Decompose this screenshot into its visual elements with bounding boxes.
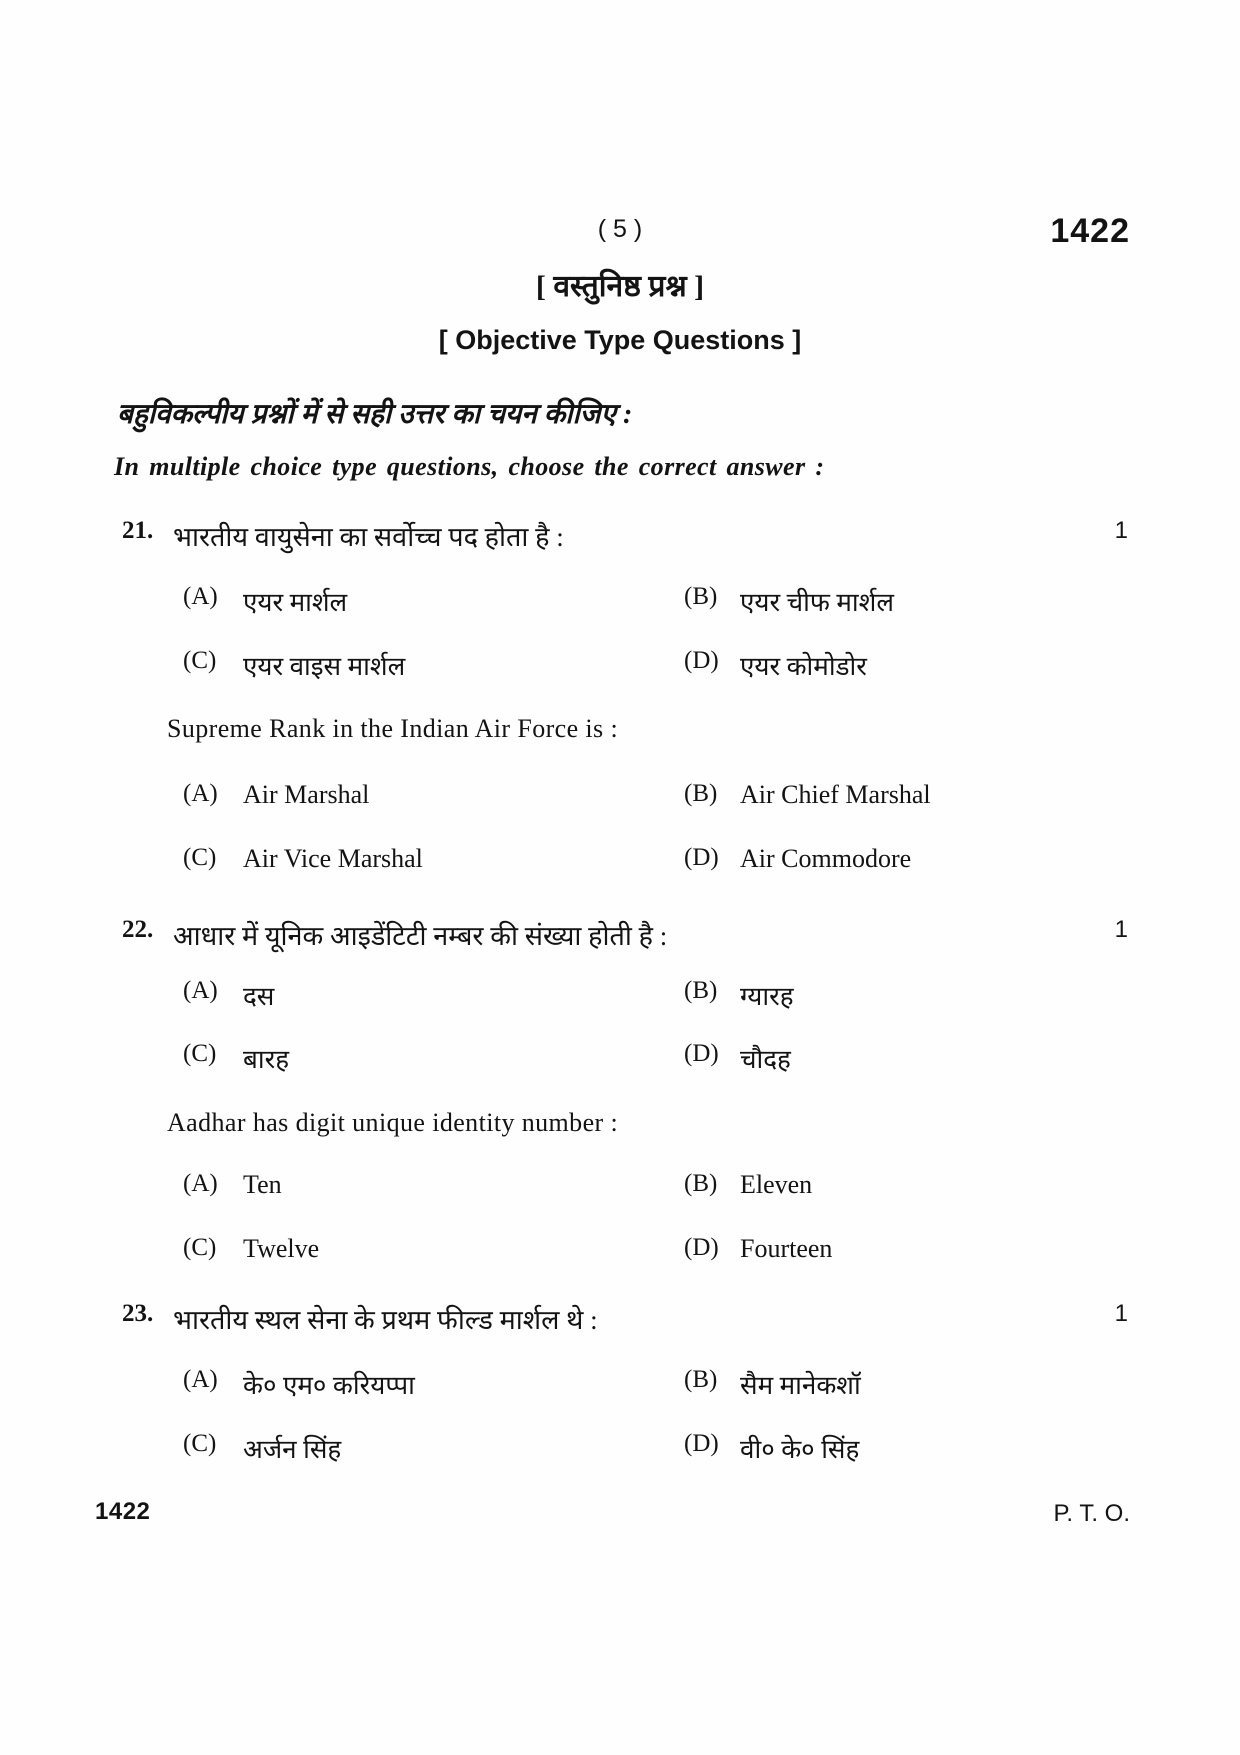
option-label: (C) — [183, 1430, 217, 1457]
option-text: चौदह — [740, 1045, 791, 1074]
option-text: Air Marshal — [243, 780, 370, 809]
question-21-options-hindi-cd — [0, 647, 1240, 689]
option-label: (C) — [183, 1234, 217, 1261]
option-label: (A) — [183, 780, 218, 807]
question-marks: 1 — [1114, 1300, 1128, 1327]
question-22-options-hindi-ab — [0, 977, 1240, 1019]
option-text: सैम मानेकशॉ — [740, 1371, 861, 1400]
option-text: Fourteen — [740, 1234, 833, 1263]
question-22-row — [0, 916, 1240, 958]
question-number: 21. — [122, 517, 154, 544]
option-text: एयर मार्शल — [243, 588, 348, 617]
question-text-hindi: भारतीय वायुसेना का सर्वोच्च पद होता है : — [173, 522, 564, 552]
option-label: (B) — [684, 780, 718, 807]
option-label: (B) — [684, 977, 718, 1004]
option-text: वी० के० सिंह — [740, 1435, 860, 1464]
question-text-english: Aadhar has digit unique identity number : — [167, 1108, 619, 1137]
option-label: (D) — [684, 1234, 719, 1261]
question-number: 23. — [122, 1300, 154, 1327]
option-text: बारह — [243, 1045, 290, 1074]
question-23-options-hindi-ab — [0, 1366, 1240, 1408]
option-text: के० एम० करियप्पा — [243, 1371, 415, 1400]
option-label: (A) — [183, 977, 218, 1004]
option-label: (A) — [183, 583, 218, 610]
option-text: Air Commodore — [740, 844, 912, 873]
option-text: दस — [243, 982, 275, 1011]
option-label: (B) — [684, 583, 718, 610]
option-text: Air Chief Marshal — [740, 780, 931, 809]
section-title-hindi: [ वस्तुनिष्ठ प्रश्न ] — [535, 270, 705, 303]
question-22-options-english-ab — [0, 1170, 1240, 1212]
option-label: (C) — [183, 844, 217, 871]
question-21-options-english-cd — [0, 844, 1240, 886]
instruction-english: In multiple choice type questions, choose the correct answer : — [114, 452, 825, 481]
question-text-english: Supreme Rank in the Indian Air Force is : — [167, 714, 619, 743]
question-21-options-english-ab — [0, 780, 1240, 822]
option-text: अर्जन सिंह — [243, 1435, 342, 1464]
question-text-hindi: भारतीय स्थल सेना के प्रथम फील्ड मार्शल थे : — [173, 1305, 598, 1335]
option-text: Ten — [243, 1170, 282, 1199]
question-marks: 1 — [1114, 916, 1128, 943]
question-21-row — [0, 517, 1240, 559]
question-21-options-hindi-ab — [0, 583, 1240, 625]
option-label: (A) — [183, 1170, 218, 1197]
option-label: (A) — [183, 1366, 218, 1393]
option-label: (B) — [684, 1170, 718, 1197]
option-label: (B) — [684, 1366, 718, 1393]
paper-code-header: 1422 — [1050, 212, 1130, 250]
option-text: Air Vice Marshal — [243, 844, 423, 873]
option-text: एयर चीफ मार्शल — [740, 588, 894, 617]
question-23-row — [0, 1300, 1240, 1342]
option-label: (D) — [684, 647, 719, 674]
page-turn-over-label: P. T. O. — [1053, 1500, 1130, 1527]
question-22-options-english-cd — [0, 1234, 1240, 1276]
option-text: एयर वाइस मार्शल — [243, 652, 406, 681]
option-text: एयर कोमोडोर — [740, 652, 867, 681]
question-text-hindi: आधार में यूनिक आइडेंटिटी नम्बर की संख्या होती है : — [173, 921, 668, 951]
option-label: (D) — [684, 1040, 719, 1067]
option-label: (D) — [684, 844, 719, 871]
option-text: ग्यारह — [740, 982, 794, 1011]
option-text: Twelve — [243, 1234, 320, 1263]
question-23-options-hindi-cd — [0, 1430, 1240, 1472]
paper-code-footer: 1422 — [95, 1498, 151, 1525]
section-title-english: [ Objective Type Questions ] — [438, 325, 802, 355]
question-21-text-english-row — [0, 714, 1240, 756]
option-label: (C) — [183, 647, 217, 674]
question-number: 22. — [122, 916, 154, 943]
instruction-hindi: बहुविकल्पीय प्रश्नों में से सही उत्तर का चयन कीजिए : — [117, 399, 633, 430]
question-22-options-hindi-cd — [0, 1040, 1240, 1082]
option-label: (C) — [183, 1040, 217, 1067]
question-marks: 1 — [1114, 517, 1128, 544]
page-number: ( 5 ) — [597, 215, 643, 243]
option-label: (D) — [684, 1430, 719, 1457]
option-text: Eleven — [740, 1170, 813, 1199]
question-22-text-english-row — [0, 1108, 1240, 1150]
